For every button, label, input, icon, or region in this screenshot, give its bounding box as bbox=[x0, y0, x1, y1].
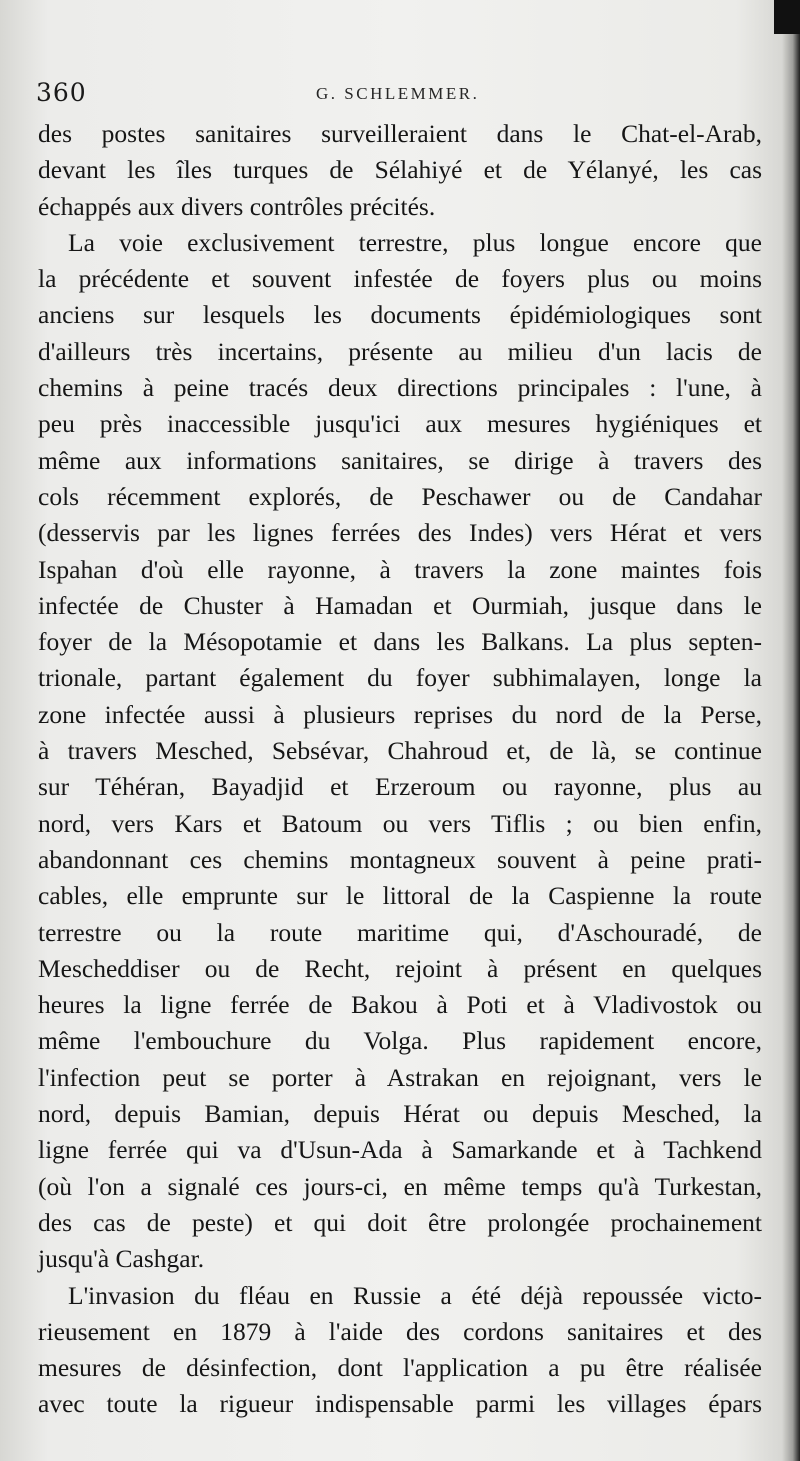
text-line: L'invasion du fléau en Russie a été déjà repoussée victo- bbox=[68, 1280, 762, 1310]
page-number: 360 bbox=[36, 78, 87, 107]
body-text bbox=[38, 116, 762, 1423]
text-line: mesures de désinfection, dont l'application a pu être réalisée bbox=[38, 1353, 762, 1383]
text-line: zone infectée aussi à plusieurs reprises du nord de la Perse, bbox=[38, 699, 762, 729]
text-line: (où l'on a signalé ces jours-ci, en même temps qu'à Turkestan, bbox=[38, 1171, 762, 1201]
text-line: Mescheddiser ou de Recht, rejoint à présent en quelques bbox=[38, 953, 762, 983]
text-line: devant les îles turques de Sélahiyé et de Yélanyé, les cas bbox=[38, 155, 762, 185]
text-line: chemins à peine tracés deux directions principales : l'une, à bbox=[38, 373, 762, 403]
text-line: infectée de Chuster à Hamadan et Ourmiah, jusque dans le bbox=[38, 590, 762, 620]
text-line: sur Téhéran, Bayadjid et Erzeroum ou rayonne, plus au bbox=[38, 772, 762, 802]
page-header bbox=[36, 78, 766, 114]
text-line: avec toute la rigueur indispensable parmi les villages épars bbox=[38, 1389, 762, 1419]
text-line: cables, elle emprunte sur le littoral de la Caspienne la route bbox=[38, 881, 762, 911]
text-line: foyer de la Mésopotamie et dans les Balkans. La plus septen- bbox=[38, 627, 762, 657]
text-line: rieusement en 1879 à l'aide des cordons sanitaires et des bbox=[38, 1316, 762, 1346]
text-line: d'ailleurs très incertains, présente au milieu d'un lacis de bbox=[38, 336, 762, 366]
paragraph-2 bbox=[38, 225, 762, 1278]
text-line: jusqu'à Cashgar. bbox=[38, 1244, 205, 1274]
text-line: même aux informations sanitaires, se dirige à travers des bbox=[38, 445, 762, 475]
text-line: abandonnant ces chemins montagneux souvent à peine prati- bbox=[38, 844, 762, 874]
text-line: anciens sur lesquels les documents épidémiologiques sont bbox=[38, 300, 762, 330]
book-spine-shadow bbox=[782, 0, 800, 1461]
text-line: à travers Mesched, Sebsévar, Chahroud et, de là, se continue bbox=[38, 736, 762, 766]
text-line: des postes sanitaires surveilleraient dans le Chat-el-Arab, bbox=[38, 119, 762, 148]
text-line: la précédente et souvent infestée de foyers plus ou moins bbox=[38, 264, 762, 294]
text-line: peu près inaccessible jusqu'ici aux mesures hygiéniques et bbox=[38, 409, 762, 439]
text-line: nord, depuis Bamian, depuis Hérat ou depuis Mesched, la bbox=[38, 1099, 762, 1129]
text-line: (desservis par les lignes ferrées des Indes) vers Hérat et vers bbox=[38, 518, 762, 548]
text-line: Ispahan d'où elle rayonne, à travers la zone maintes fois bbox=[38, 554, 762, 584]
text-line: heures la ligne ferrée de Bakou à Poti et à Vladivostok ou bbox=[38, 990, 762, 1020]
paragraph-1 bbox=[38, 116, 762, 225]
text-line: terrestre ou la route maritime qui, d'Aschouradé, de bbox=[38, 917, 762, 947]
text-line: échappés aux divers contrôles précités. bbox=[38, 191, 436, 221]
text-line: des cas de peste) et qui doit être prolongée prochainement bbox=[38, 1207, 762, 1237]
text-line: La voie exclusivement terrestre, plus longue encore que bbox=[68, 227, 762, 257]
book-spine-edge bbox=[774, 0, 800, 34]
text-line: nord, vers Kars et Batoum ou vers Tiflis ; ou bien enfin, bbox=[38, 808, 762, 838]
text-line: ligne ferrée qui va d'Usun-Ada à Samarkande et à Tachkend bbox=[38, 1135, 762, 1165]
paragraph-3 bbox=[38, 1278, 762, 1423]
text-line: l'infection peut se porter à Astrakan en rejoignant, vers le bbox=[38, 1062, 762, 1092]
text-line: cols récemment explorés, de Peschawer ou de Candahar bbox=[38, 481, 762, 511]
running-head: G. SCHLEMMER. bbox=[316, 84, 480, 103]
text-line: même l'embouchure du Volga. Plus rapidement encore, bbox=[38, 1026, 762, 1056]
text-line: trionale, partant également du foyer subhimalayen, longe la bbox=[38, 663, 762, 693]
